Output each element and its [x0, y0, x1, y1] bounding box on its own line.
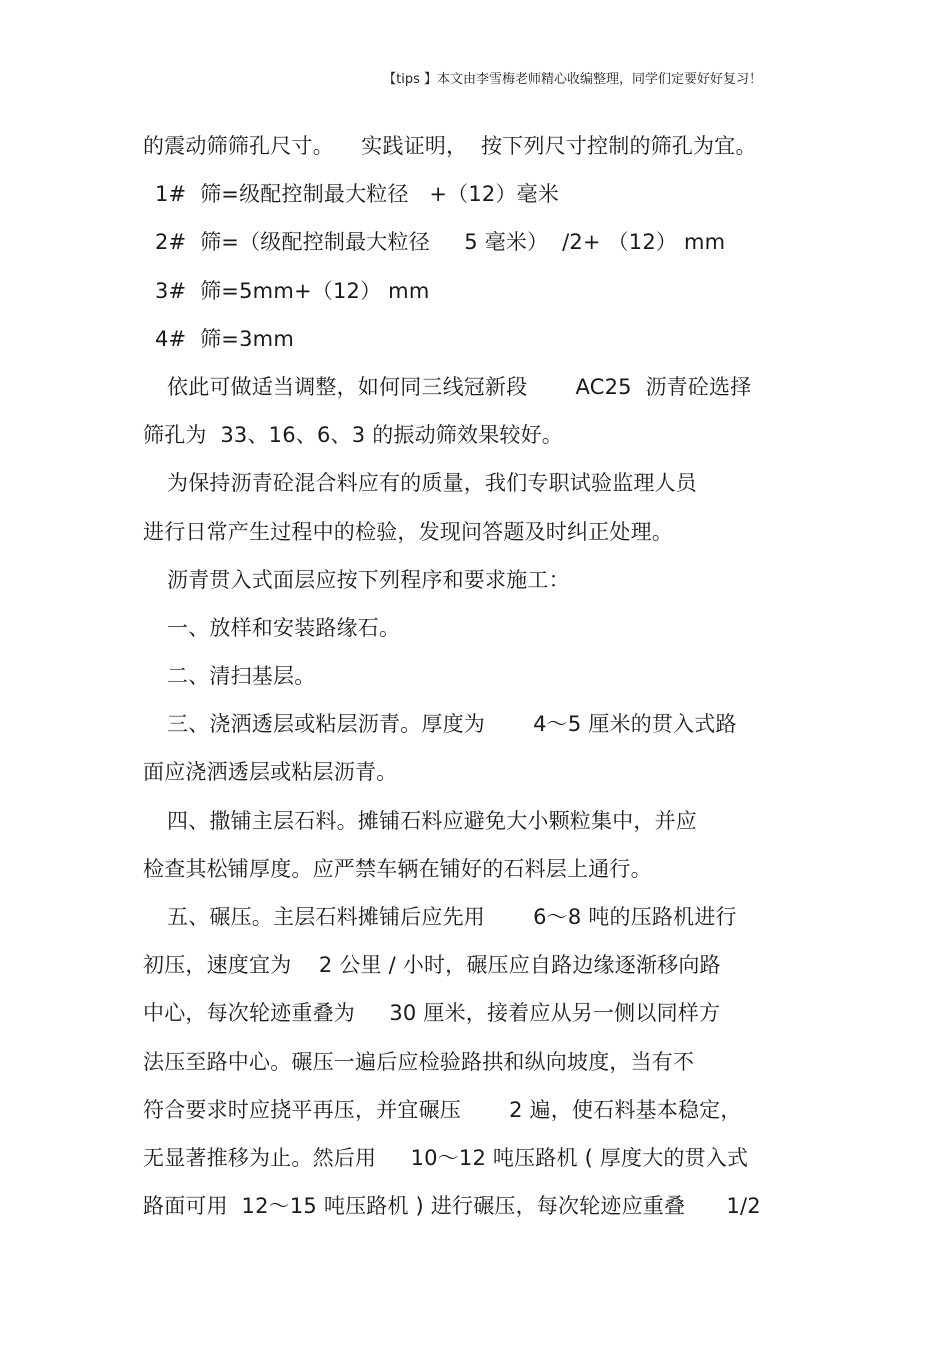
text-line: 二、清扫基层。: [167, 664, 316, 689]
text-line: 3# 筛=5mm+（12） mm: [155, 278, 430, 303]
text-line: 依此可做适当调整，如何同三线冠新段 AC25 沥青砼选择: [167, 374, 752, 399]
header-tip: 【tips 】本文由李雪梅老师精心收编整理，同学们定要好好复习！: [383, 72, 762, 87]
text-line: 面应浇洒透层或粘层沥青。: [143, 760, 398, 785]
text-line: 路面可用 12～15 吨压路机 ) 进行碾压，每次轮迹应重叠 1/2: [143, 1194, 761, 1219]
text-line: 初压，速度宜为 2 公里 / 小时，碾压应自路边缘逐渐移向路: [143, 953, 721, 978]
text-line: 2# 筛=（级配控制最大粒径 5 毫米） /2+ （12） mm: [155, 230, 726, 255]
text-line: 一、放样和安装路缘石。: [167, 615, 401, 640]
text-line: 检查其松铺厚度。应严禁车辆在铺好的石料层上通行。: [143, 856, 652, 881]
text-line: 中心，每次轮迹重叠为 30 厘米，接着应从另一侧以同样方: [143, 1001, 721, 1026]
text-line: 进行日常产生过程中的检验，发现问答题及时纠正处理。: [143, 519, 673, 544]
text-line: 无显著推移为止。然后用 10～12 吨压路机 ( 厚度大的贯入式: [143, 1145, 749, 1170]
text-line: 四、撒铺主层石料。摊铺石料应避免大小颗粒集中，并应: [167, 808, 697, 833]
text-line: 4# 筛=3mm: [155, 326, 294, 351]
text-line: 三、浇洒透层或粘层沥青。厚度为 4～5 厘米的贯入式路: [167, 712, 737, 737]
text-line: 的震动筛筛孔尺寸。 实践证明， 按下列尺寸控制的筛孔为宜。: [143, 134, 757, 158]
text-line: 1# 筛=级配控制最大粒径 +（12）毫米: [155, 182, 560, 207]
text-line: 筛孔为 33、16、6、3 的振动筛效果较好。: [143, 423, 563, 448]
text-line: 五、碾压。主层石料摊铺后应先用 6～8 吨的压路机进行: [167, 905, 737, 929]
document-body: [143, 126, 823, 1234]
text-line: 法压至路中心。碾压一遍后应检验路拱和纵向坡度，当有不: [143, 1049, 695, 1074]
text-line: 为保持沥青砼混合料应有的质量，我们专职试验监理人员: [167, 471, 697, 496]
text-line: 符合要求时应挠平再压，并宜碾压 2 遍，使石料基本稳定，: [143, 1097, 742, 1122]
text-line: 沥青贯入式面层应按下列程序和要求施工：: [167, 567, 570, 592]
